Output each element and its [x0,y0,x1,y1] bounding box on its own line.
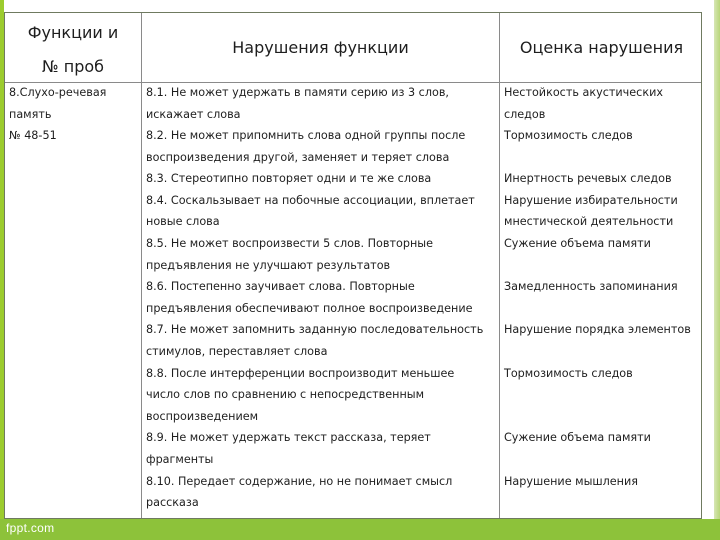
header-functions [5,13,141,82]
violation-line: искажает слова [146,108,241,121]
violation-line: стимулов, переставляет слова [146,345,328,358]
assessment-line: Нестойкость акустических [504,86,663,99]
header-functions-line1: Функции и [27,23,119,42]
header-functions-line2: № проб [42,57,104,76]
assessment-line: Сужение объема памяти [504,431,651,444]
assessment-line: Инертность речевых следов [504,172,672,185]
violation-line: 8.1. Не может удержать в памяти серию из 3 слов, [146,86,449,99]
assessment-line: Сужение объема памяти [504,237,651,250]
violation-line: воспроизведения другой, заменяет и теряет слова [146,151,450,164]
violation-line: предъявления обеспечивают полное воспроизведение [146,302,473,315]
violation-line: 8.3. Стереотипно повторяет одни и те же слова [146,172,432,185]
violation-line: 8.6. Постепенно заучивает слова. Повторные [146,280,415,293]
violation-line: новые слова [146,215,220,228]
header-assessment: Оценка нарушения [519,38,684,57]
assessment-line: Замедленность запоминания [504,280,678,293]
footer-band [0,519,720,540]
column-divider-1 [141,13,142,518]
watermark: fppt.com [6,521,55,535]
assessment-line: Нарушение порядка элементов [504,323,691,336]
violation-line: 8.9. Не может удержать текст рассказа, теряет [146,431,431,444]
assessment-line: следов [504,108,546,121]
right-accent-strip [714,0,720,540]
assessment-line: Тормозимость следов [504,129,633,142]
assessment-line: Тормозимость следов [504,367,633,380]
violation-line: 8.5. Не может воспроизвести 5 слов. Повторные [146,237,433,250]
impairments-table [4,12,702,519]
violation-line: предъявления не улучшают результатов [146,259,391,272]
violation-line: 8.4. Соскальзывает на побочные ассоциации, вплетает [146,194,475,207]
assessment-line: мнестической деятельности [504,215,674,228]
violation-line: число слов по сравнению с непосредственным [146,388,425,401]
violation-line: рассказа [146,496,199,509]
header-violations: Нарушения функции [232,38,409,57]
column-divider-2 [499,13,500,518]
violation-line: 8.2. Не может припомнить слова одной группы после [146,129,466,142]
violation-line: 8.7. Не может запомнить заданную последовательность [146,323,484,336]
violation-line: 8.10. Передает содержание, но не понимает смысл [146,475,453,488]
function-name-line: 8.Слухо-речевая [9,86,107,99]
violation-line: воспроизведением [146,410,259,423]
violation-line: фрагменты [146,453,214,466]
assessment-line: Нарушение мышления [504,475,638,488]
assessment-line: Нарушение избирательности [504,194,678,207]
test-numbers: № 48-51 [9,129,57,142]
violation-line: 8.8. После интерференции воспроизводит меньшее [146,367,455,380]
function-name-line: память [9,108,52,121]
